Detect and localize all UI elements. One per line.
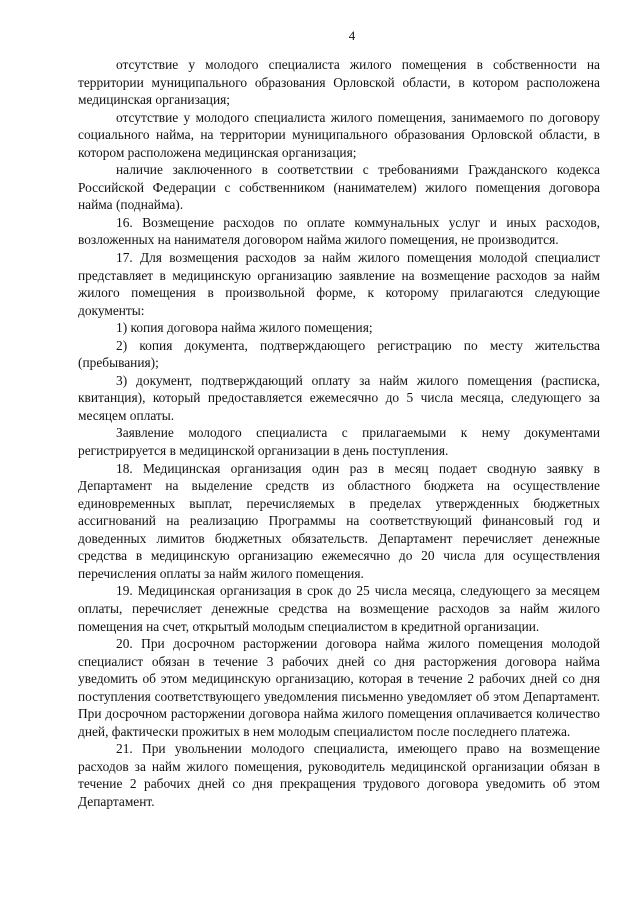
list-item-2: 2) копия документа, подтверждающего регистрацию по месту жительства (пребывания);: [78, 337, 600, 371]
paragraph-16: 16. Возмещение расходов по оплате коммунальных услуг и иных расходов, возложенных на нанимателя договором найма жилого помещения, не производится.: [78, 214, 600, 248]
page-number: 4: [348, 28, 356, 43]
paragraph-20: 20. При досрочном расторжении договора найма жилого помещения молодой специалист обязан в течение 3 рабочих дней со дня расторжения договора найма уведомить об этом медицинскую организацию, которая в течение 2 рабочих дней со дня поступления соответствующего уведомления письменно уведомляет об этом Департамент. При досрочном расторжении договора найма жилого помещения оплачивается количество дней, фактически прожитых в нем молодым специалистом после последнего платежа.: [78, 636, 600, 739]
list-item-1: 1) копия договора найма жилого помещения;: [116, 320, 373, 336]
paragraph-lease-contract: наличие заключенного в соответствии с требованиями Гражданского кодекса Российской Федерации с собственником (нанимателем) жилого помещения договора найма (поднайма).: [78, 162, 600, 213]
paragraph-19: 19. Медицинская организация в срок до 25 числа месяца, следующего за месяцем оплаты, перечисляет денежные средства на возмещение расходов за найм жилого помещения на счет, открытый молодым специалистом в кредитной организации.: [78, 583, 600, 634]
paragraph-21: 21. При увольнении молодого специалиста, имеющего право на возмещение расходов за найм жилого помещения, руководитель медицинской организации обязан в течение 2 рабочих дней со дня прекращения трудового договора уведомить об этом Департамент.: [78, 741, 600, 809]
paragraph-no-property: отсутствие у молодого специалиста жилого помещения в собственности на территории муниципального образования Орловской области, в котором расположена медицинская организация;: [78, 57, 600, 108]
paragraph-17: 17. Для возмещения расходов за найм жилого помещения молодой специалист представляет в медицинскую организацию заявление на возмещение расходов за найм жилого помещения в произвольной форме, к которому прилагаются следующие документы:: [78, 250, 600, 318]
paragraph-registration: Заявление молодого специалиста с прилагаемыми к нему документами регистрируется в медицинской организации в день поступления.: [78, 425, 600, 459]
paragraph-no-social-lease: отсутствие у молодого специалиста жилого помещения, занимаемого по договору социального найма, на территории муниципального образования Орловской области, в котором расположена медицинская организация;: [78, 109, 600, 160]
document-page: [78, 28, 600, 811]
paragraph-18: 18. Медицинская организация один раз в месяц подает сводную заявку в Департамент на выделение средств из областного бюджета на осуществление единовременных выплат, перечисляемых в пределах утвержденных бюджетных ассигнований на реализацию Программы на соответствующий финансовый год и доведенных лимитов бюджетных обязательств. Департамент перечисляет денежные средства в медицинскую организацию ежемесячно до 20 числа для осуществления перечисления оплаты за найм жилого помещения.: [78, 460, 600, 581]
list-item-3: 3) документ, подтверждающий оплату за найм жилого помещения (расписка, квитанция), который предоставляется ежемесячно до 5 числа месяца, следующего за месяцем оплаты.: [78, 372, 600, 423]
